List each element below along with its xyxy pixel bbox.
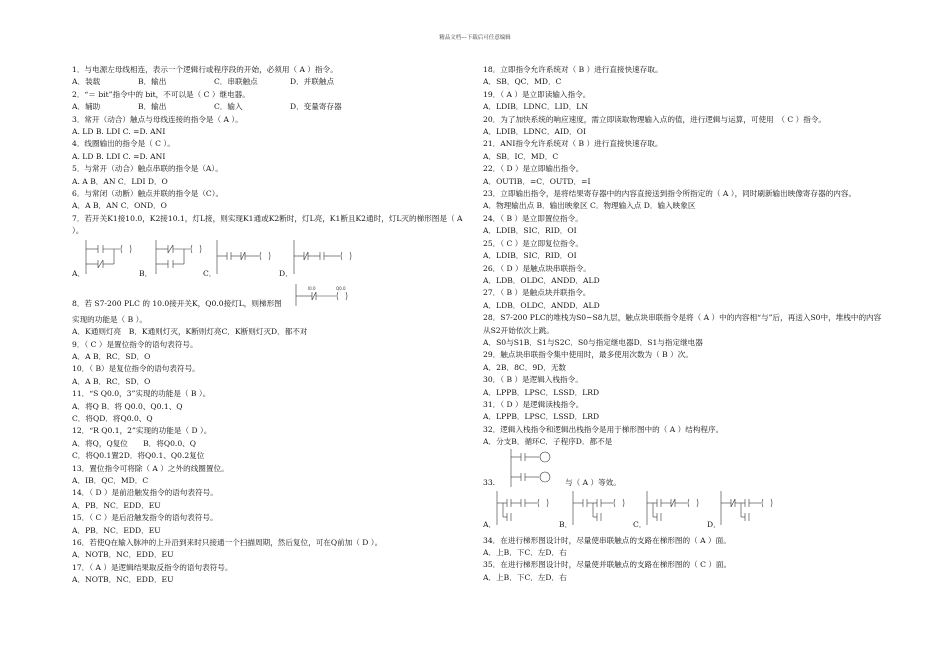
option: C．串联触点 (214, 77, 258, 87)
answer-options-35: A．上B．下C．左D．右 (483, 572, 567, 582)
option-label: C． (633, 519, 647, 529)
ladder-diagram-d (292, 240, 362, 276)
question-32: 32．逻辑入栈指令和逻辑出栈指令是用于梯形图中的（ A ）结构程序。 (483, 424, 724, 434)
question-20: 20．为了加快系统的响应速度，需立即读取物理输入点的值，进行逻辑与运算，可使用 （ C ）指令。 (483, 114, 827, 124)
option: A．装载 (72, 77, 101, 87)
question-21: 21．ANI指令允许系统对（ B ）进行直接快速存取。 (483, 139, 663, 149)
option-label: A． (72, 268, 86, 278)
q33-ladder-options (483, 489, 883, 535)
answer-options-31: A．LPPB．LPSC．LSSD．LRD (483, 412, 600, 422)
answer-options-5: A. A B．AN C．LDI D．O (72, 176, 168, 186)
question-14: 14．（ D ）是前沿触发指令的语句表符号。 (72, 488, 218, 498)
answer-options-13: A．IB．QC．MD．C (72, 475, 149, 485)
answer-options-17: A．NOTB．NC．EDD．EU (72, 575, 174, 585)
question-19: 19．（ A ）是立即读输入指令。 (483, 89, 591, 99)
question-31: 31．（ D ）是逻辑读栈指令。 (483, 399, 584, 409)
question-8 (72, 284, 474, 314)
question-27: 27．（ B ）是触点块并联指令。 (483, 288, 591, 298)
ladder-diagram-q33-a (495, 491, 559, 527)
answer-options-10: A．A B．RC．SD．O (72, 376, 151, 386)
option-label: B． (139, 268, 153, 278)
answer-options-2 (72, 101, 474, 113)
answer-options-3: A. LD B. LDI C. =D. ANI (72, 127, 166, 137)
answer-options-20: A．LDIB．LDNC．AID．OI (483, 127, 586, 137)
answer-options-4: A. LD B. LDI C. =D. ANI (72, 151, 166, 161)
question-25: 25．（ C ）是立即复位指令。 (483, 238, 584, 248)
option: D．变量寄存器 (290, 102, 342, 112)
question-5: 5．与常开（动合）触点串联的指令是（A）。 (72, 164, 223, 174)
question-2: 2．“＝ bit”指令中的 bit，不可以是（ C ）继电器。 (72, 89, 250, 99)
answer-options-15: A．PB．NC．EDD．EU (72, 525, 161, 535)
question-29: 29．触点块串联指令集中使用时，最多使用次数为（ B ）次。 (483, 350, 693, 360)
question-33-number: 33. (483, 477, 496, 487)
question-33-text: 与（ A ）等效。 (565, 477, 621, 487)
ladder-diagram-a (84, 240, 142, 276)
answer-options-32: A．分支B．循环C．子程序D．都不是 (483, 437, 613, 447)
question-16: 16．若使Q在输入脉冲的上升沿到来时只接通一个扫描周期，然后复位，可在Q前加（ D ）。 (72, 538, 383, 547)
left-column (72, 64, 474, 587)
answer-options-18: A．SB．QC．MD．C (483, 77, 562, 87)
answer-options-12a: A．将Q，Q复位 B．将Q0.0、Q (72, 438, 196, 448)
answer-options-14: A．PB．NC．EDD．EU (72, 500, 161, 510)
question-3: 3．常开（动合）触点与母线连接的指令是（ A ）。 (72, 114, 243, 124)
question-12: 12．“R Q0.1，2”实现的功能是（ D ）。 (72, 426, 212, 436)
ladder-diagram-q33-b (571, 491, 635, 527)
answer-options-21: A．SB．IC．MD．C (483, 151, 559, 161)
question-4: 4．线圈输出的指令是（ C ）。 (72, 139, 175, 149)
question-8-cont: 实现的功能是（ B ）。 (72, 314, 147, 324)
answer-options-29: A．2B．8C．9D．无数 (483, 362, 567, 372)
q7-ladder-options (72, 238, 474, 284)
answer-options-23: A．物理输出点 B．输出映象区 C．物理输入点 D．输入映象区 (483, 201, 696, 211)
option: A．辅助 (72, 102, 101, 112)
answer-options-25: A．LDIB．SIC．RID．OI (483, 251, 577, 261)
ladder-diagram-c (215, 240, 281, 276)
answer-options-22: A．OUTIB．=C．OUTD．=I (483, 176, 591, 186)
option-label: B． (559, 519, 573, 529)
answer-options-1 (72, 76, 474, 88)
option-label: D． (279, 268, 293, 278)
option: D．并联触点 (290, 77, 335, 87)
answer-options-16: A．NOTB．NC．EDD．EU (72, 550, 174, 560)
question-11: 11．“S Q0.0，3”实现的功能是（ B ）。 (72, 389, 211, 399)
question-22: 22．（ D ）是立即输出指令。 (483, 164, 584, 174)
ladder-diagram-q33-d (719, 491, 783, 527)
option-label: D． (707, 519, 721, 529)
answer-options-11b: C．将QD．将Q0.0、Q (72, 413, 153, 423)
ladder-diagram-q33-c (645, 491, 709, 527)
question-8-text: 8．若 S7-200 PLC 的 10.0接开关K，Q0.0接灯L，则梯形图 (72, 298, 282, 308)
answer-options-6: A．A B．AN C．OND．O (72, 201, 167, 211)
question-17: 17．（ A ）是逻辑结果取反指令的语句表符号。 (72, 562, 233, 572)
answer-options-11a: A．将Q B．将 Q0.0、Q0.1、Q (72, 401, 183, 411)
question-9: 9．（ C ）是置位指令的语句表符号。 (72, 339, 198, 349)
question-18: 18．立即指令允许系统对（ B ）进行直接快速存取。 (483, 65, 663, 74)
question-1: 1．与电源左母线相连，表示一个逻辑行或程序段的开始，必须用（ A ）指令。 (72, 65, 338, 74)
answer-options-24: A．LDIB．SIC．RID．OI (483, 226, 577, 236)
question-34: 34．在进行梯形图设计时，尽量使串联触点的支路在梯形图的（ A ）面。 (483, 535, 731, 545)
question-15: 15．（ C ）是后沿触发指令的语句表符号。 (72, 513, 218, 523)
ladder-diagram-q8 (294, 284, 364, 308)
question-7: 7．若开关K1接10.0，K2接10.1，灯L接，则实现K1通或K2断时，灯L亮，K1断且K2通时，灯L灭的梯形图是（ A ）。 (72, 213, 463, 236)
answer-options-30: A．LPPB．LPSC．LSSD．LRD (483, 387, 600, 397)
question-35: 35．在进行梯形图设计时，尽量使并联触点的支路在梯形图的（ C ）面。 (483, 560, 732, 570)
option-label: A． (483, 519, 497, 529)
answer-options-28: A．S0与S1B．S1与S2C．S0与指定继电器D．S1与指定继电器 (483, 337, 703, 347)
answer-options-27: A．LDB．OLDC．ANDD．ALD (483, 300, 600, 310)
right-column (483, 64, 883, 584)
question-33 (483, 449, 883, 489)
option: B．输出 (138, 77, 167, 87)
question-10: 10．（ B）是复位指令的语句表符号。 (72, 364, 200, 374)
answer-options-8: A．K通则灯亮 B．K通则灯灭，K断则灯亮C．K断则灯灭D．都不对 (72, 327, 308, 337)
question-28: 28．S7-200 PLC的堆栈为S0~S8九层，触点块串联指令是将（ A ）中的内容相“与”后，再送入S0中，堆栈中的内容从S2开始依次上跳。 (483, 313, 882, 335)
option: B．输出 (138, 102, 167, 112)
answer-options-19: A．LDIB．LDNC．LID．LN (483, 102, 588, 112)
question-30: 30．（ B ）是逻辑入栈指令。 (483, 375, 583, 385)
coil-label: Q0.0 (336, 285, 346, 291)
answer-options-9: A．A B．RC．SD．O (72, 351, 151, 361)
option: C．输入 (214, 102, 243, 112)
question-26: 26．（ D ）是触点块串联指令。 (483, 263, 591, 273)
question-6: 6．与常闭（动断）触点并联的指令是（C）。 (72, 189, 224, 199)
page-header: 精品文档---下载后可任意编辑 (439, 35, 511, 41)
question-24: 24．（ B ）是立即置位指令。 (483, 213, 583, 223)
answer-options-34: A．上B．下C．左D．右 (483, 548, 567, 557)
question-13: 13．置位指令可将除（ A ）之外的线圈置位。 (72, 463, 229, 473)
answer-options-26: A．LDB．OLDC．ANDD．ALD (483, 275, 600, 285)
option-label: C． (203, 268, 217, 278)
question-23: 23．立即输出指令，是将结果寄存器中的内容直接送到指令所指定的（ A ），同时刷新输出映像寄存器的内容。 (483, 189, 857, 199)
answer-options-12b: C．将Q0.1置2D．将Q0.1、Q0.2复位 (72, 451, 205, 461)
contact-label: I0.0 (308, 285, 316, 291)
ladder-diagram-q33 (509, 449, 561, 489)
